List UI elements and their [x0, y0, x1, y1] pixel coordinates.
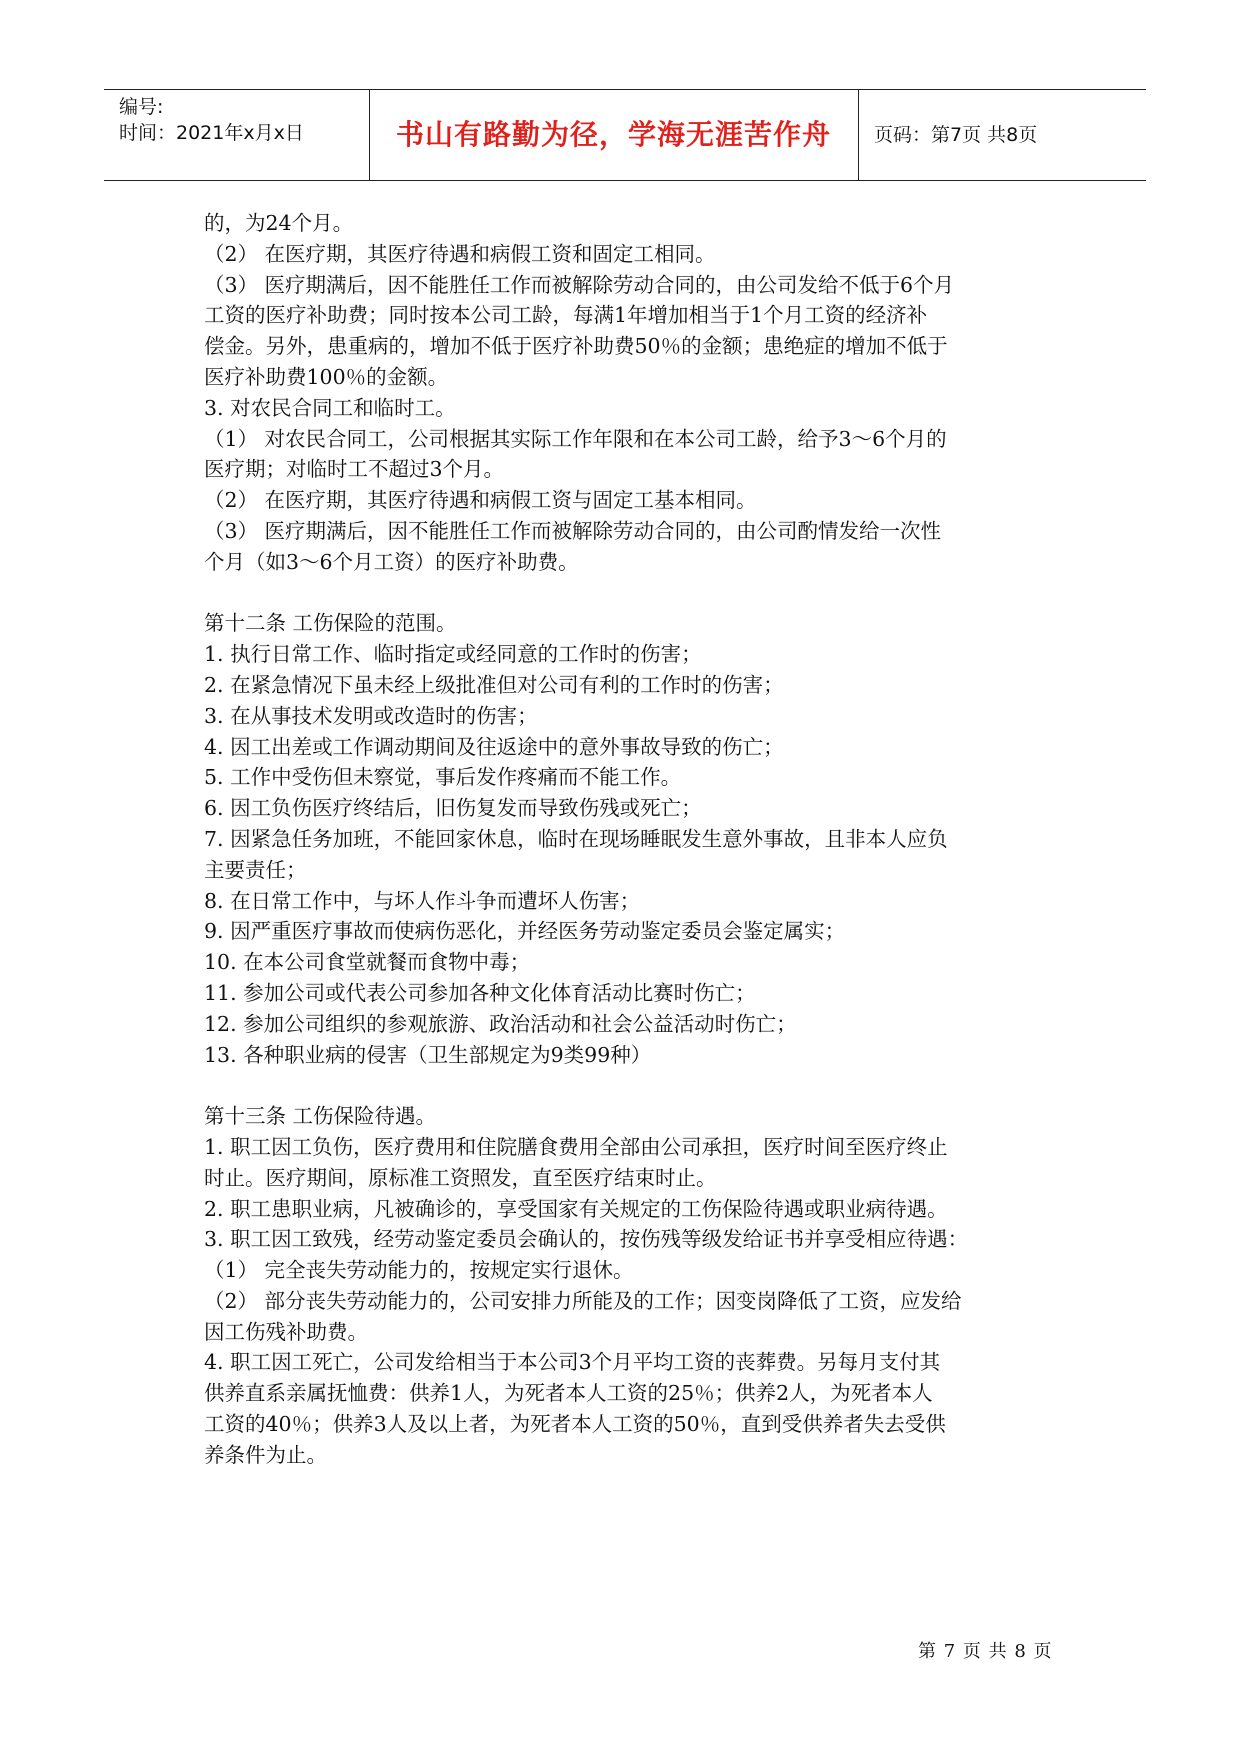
body-line: 医疗补助费100％的金额。 — [204, 364, 449, 389]
document-header — [104, 89, 1146, 181]
body-line: 第十三条 工伤保险待遇。 — [204, 1104, 437, 1129]
body-line: 时止。医疗期间，原标准工资照发，直至医疗结束时止。 — [204, 1165, 717, 1190]
body-line: 医疗期；对临时工不超过3个月。 — [204, 457, 505, 482]
body-line: 因工伤残补助费。 — [204, 1319, 368, 1344]
body-line: （1） 完全丧失劳动能力的，按规定实行退休。 — [204, 1258, 634, 1283]
body-line: 4. 因工出差或工作调动期间及往返途中的意外事故导致的伤亡； — [204, 734, 784, 759]
body-line: 偿金。另外，患重病的，增加不低于医疗补助费50％的金额；患绝症的增加不低于 — [204, 334, 948, 359]
document-number-label: 编号: — [119, 96, 164, 118]
body-line: 3. 职工因工致残，经劳动鉴定委员会确认的，按伤残等级发给证书并享受相应待遇： — [204, 1227, 969, 1252]
document-body — [204, 208, 1044, 1471]
page-footer: 第 7 页 共 8 页 — [918, 1641, 1053, 1662]
body-line: （3） 医疗期满后，因不能胜任工作而被解除劳动合同的，由公司酌情发给一次性 — [204, 518, 942, 543]
body-line: 工资的40％；供养3人及以上者，为死者本人工资的50％，直到受供养者失去受供 — [204, 1412, 946, 1437]
body-line: 10. 在本公司食堂就餐而食物中毒； — [204, 950, 531, 975]
body-line: 主要责任； — [204, 857, 307, 882]
body-line: （2） 部分丧失劳动能力的，公司安排力所能及的工作；因变岗降低了工资，应发给 — [204, 1288, 962, 1313]
body-line: 2. 职工患职业病，凡被确诊的，享受国家有关规定的工伤保险待遇或职业病待遇。 — [204, 1196, 948, 1221]
body-line: 12. 参加公司组织的参观旅游、政治活动和社会公益活动时伤亡； — [204, 1011, 797, 1036]
body-line: （3） 医疗期满后，因不能胜任工作而被解除劳动合同的，由公司发给不低于6个月 — [204, 272, 955, 297]
header-divider-right — [858, 90, 859, 180]
body-line: 供养直系亲属抚恤费：供养1人，为死者本人工资的25％；供养2人，为死者本人 — [204, 1381, 933, 1406]
header-meta — [119, 94, 304, 146]
body-line: 5. 工作中受伤但未察觉，事后发作疼痛而不能工作。 — [204, 765, 682, 790]
body-line: 6. 因工负伤医疗终结后，旧伤复发而导致伤残或死亡； — [204, 796, 702, 821]
body-line: 11. 参加公司或代表公司参加各种文化体育活动比赛时伤亡； — [204, 980, 756, 1005]
header-page-info: 页码：第7页 共8页 — [874, 124, 1038, 146]
body-line: 9. 因严重医疗事故而使病伤恶化，并经医务劳动鉴定委员会鉴定属实； — [204, 919, 846, 944]
body-line: 8. 在日常工作中，与坏人作斗争而遭坏人伤害； — [204, 888, 641, 913]
body-line: 7. 因紧急任务加班，不能回家休息，临时在现场睡眠发生意外事故，且非本人应负 — [204, 826, 948, 851]
body-line: 工资的医疗补助费；同时按本公司工龄，每满1年增加相当于1个月工资的经济补 — [204, 303, 928, 328]
blank-line — [204, 578, 1044, 609]
body-line: 第十二条 工伤保险的范围。 — [204, 611, 457, 636]
body-line: 13. 各种职业病的侵害（卫生部规定为9类99种） — [204, 1042, 652, 1067]
header-motto: 书山有路勤为径，学海无涯苦作舟 — [395, 118, 831, 151]
document-time-label: 时间：2021年x月x日 — [119, 122, 304, 144]
body-line: （2） 在医疗期，其医疗待遇和病假工资与固定工基本相同。 — [204, 488, 757, 513]
body-line: （1） 对农民合同工，公司根据其实际工作年限和在本公司工龄，给予3～6个月的 — [204, 426, 947, 451]
body-line: 4. 职工因工死亡，公司发给相当于本公司3个月平均工资的丧葬费。另每月支付其 — [204, 1350, 941, 1375]
blank-line — [204, 1070, 1044, 1101]
body-line: 1. 执行日常工作、临时指定或经同意的工作时的伤害； — [204, 642, 702, 667]
body-line: 3. 在从事技术发明或改造时的伤害； — [204, 703, 538, 728]
body-line: 1. 职工因工负伤，医疗费用和住院膳食费用全部由公司承担，医疗时间至医疗终止 — [204, 1134, 948, 1159]
body-line: 个月（如3～6个月工资）的医疗补助费。 — [204, 549, 579, 574]
body-line: 2. 在紧急情况下虽未经上级批准但对公司有利的工作时的伤害； — [204, 672, 784, 697]
body-line: 的，为24个月。 — [204, 211, 354, 235]
body-line: 3. 对农民合同工和临时工。 — [204, 395, 456, 420]
body-line: （2） 在医疗期，其医疗待遇和病假工资和固定工相同。 — [204, 241, 716, 266]
body-line: 养条件为止。 — [204, 1442, 327, 1467]
